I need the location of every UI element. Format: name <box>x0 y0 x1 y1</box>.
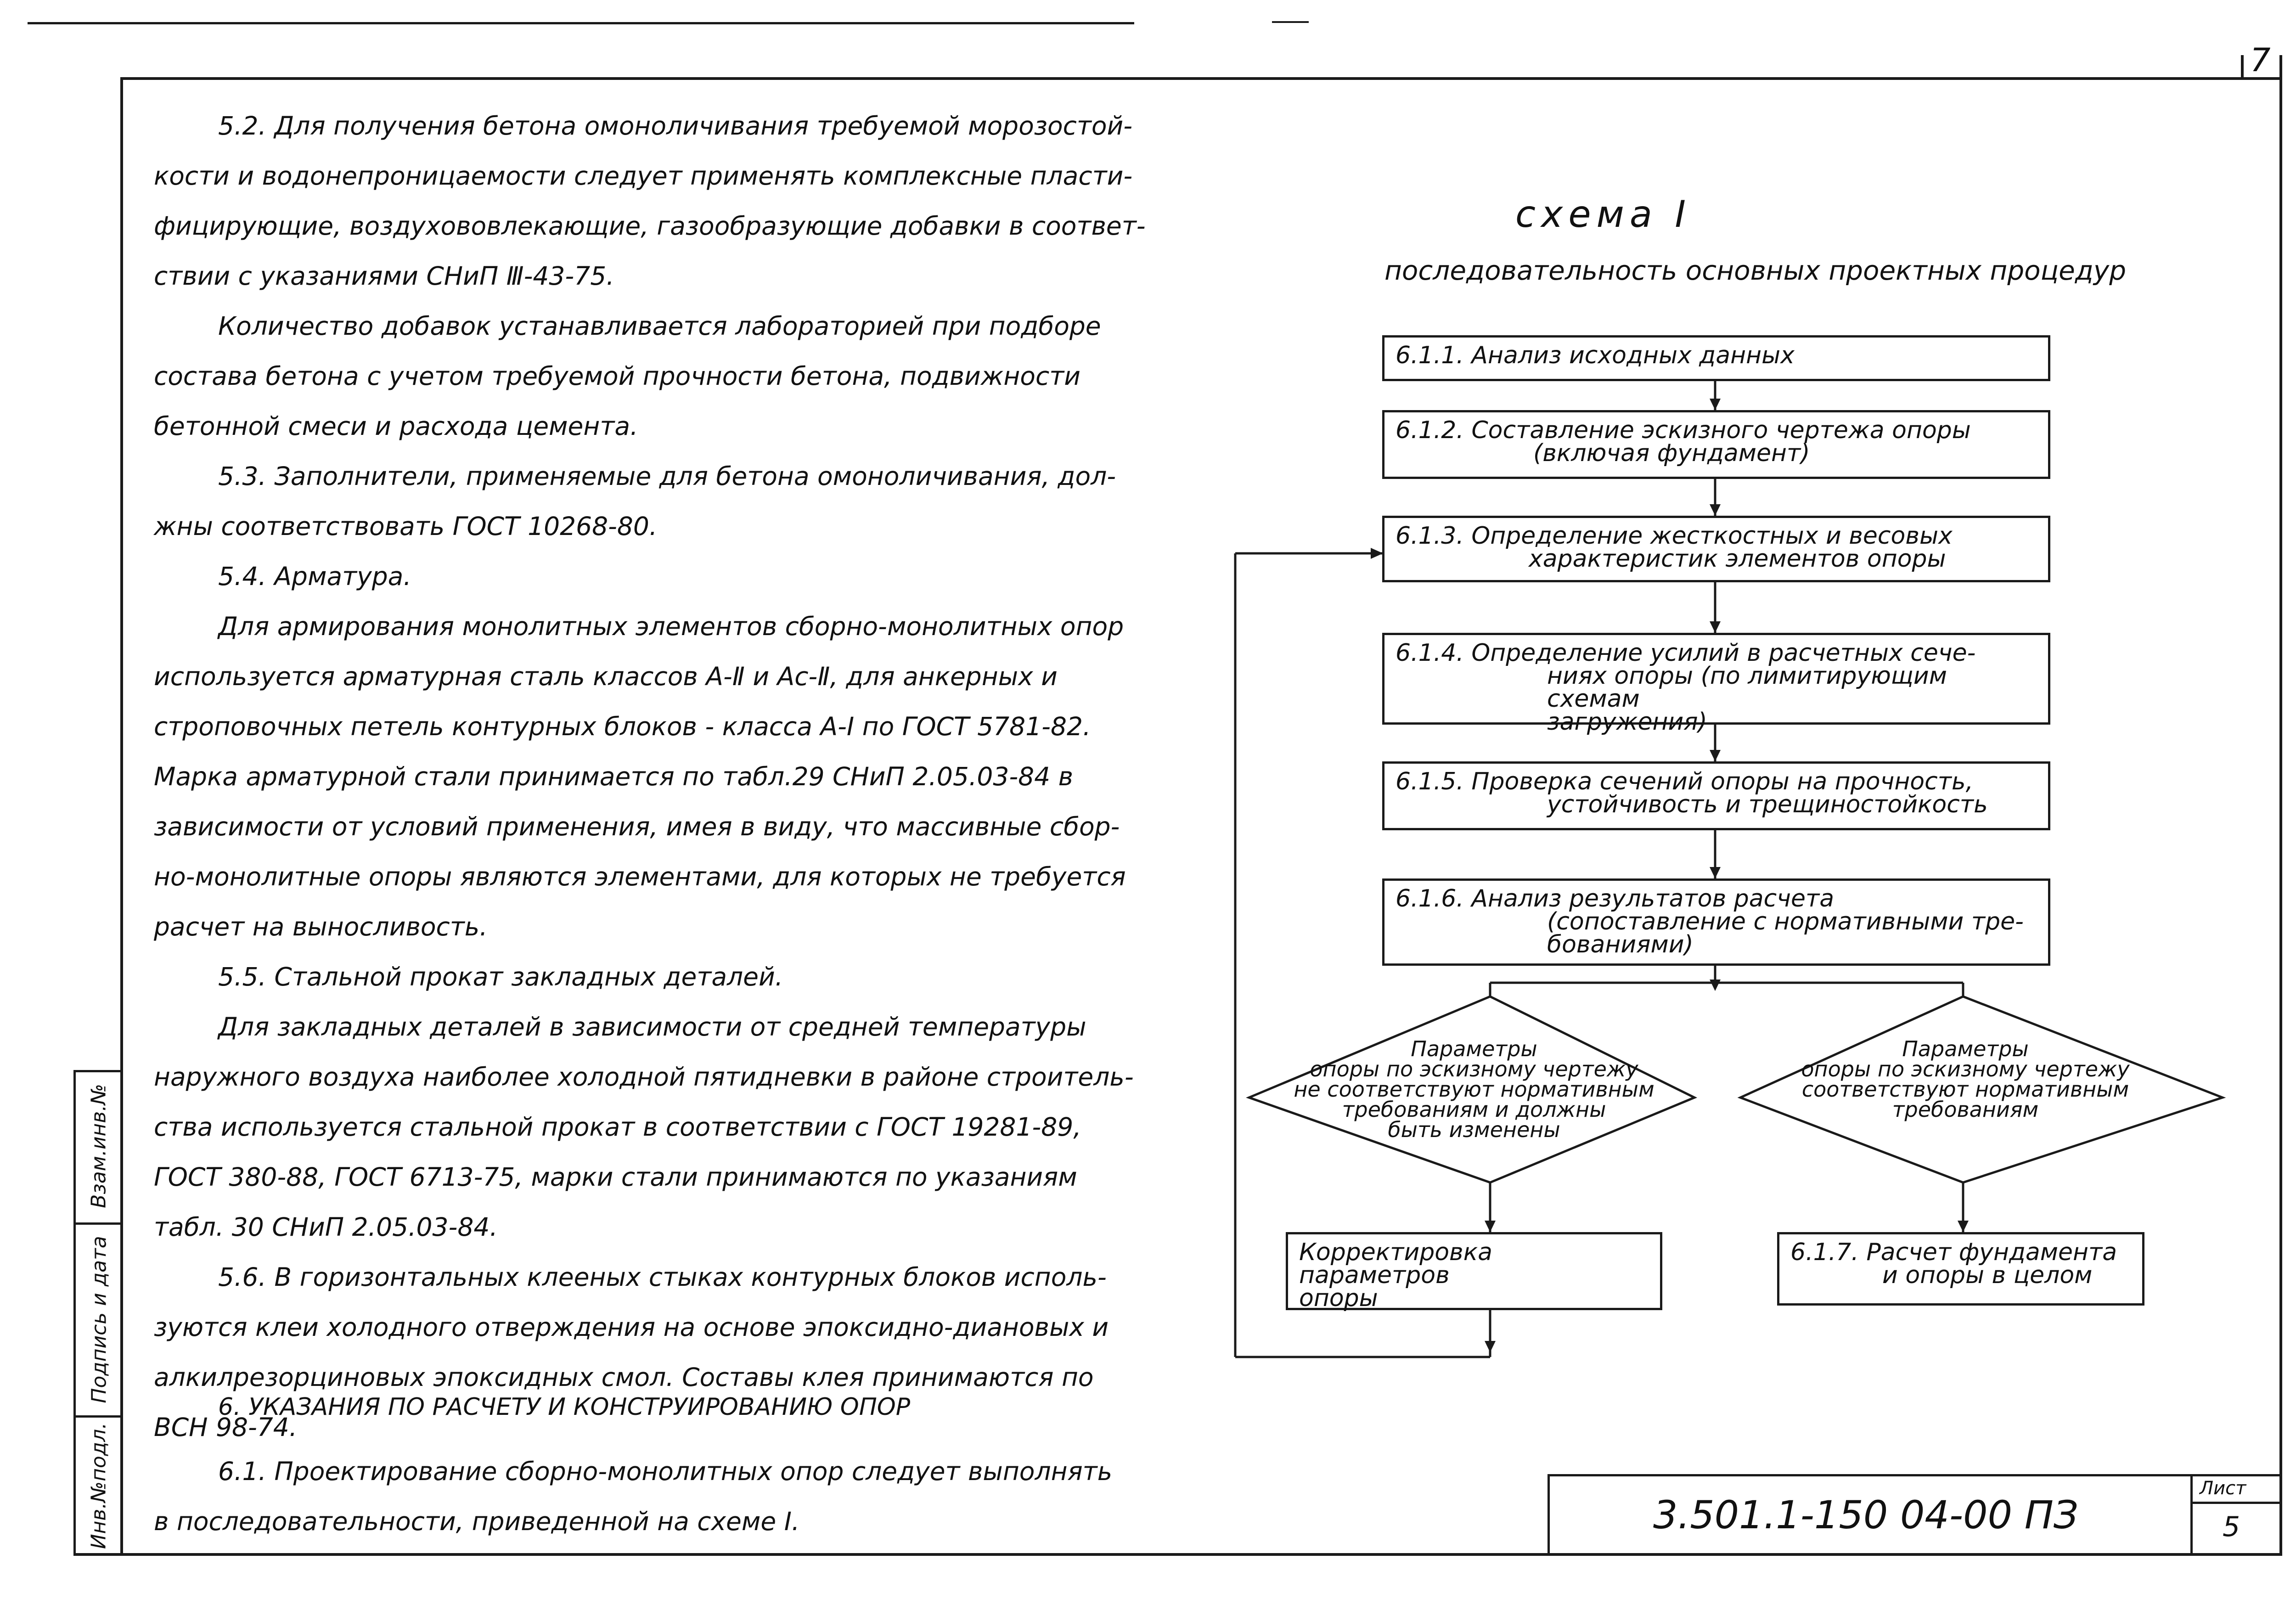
stamp-label-signature: Подпись и дата <box>87 1236 111 1403</box>
stamp-label-inventory: Инв.№подл. <box>87 1422 111 1549</box>
step-6-1-6-text-2: (сопоставление с нормативными тре- <box>1547 908 2024 935</box>
step-6-1-2-text-2: (включая фундамент) <box>1533 439 1810 467</box>
titleblock-top <box>1548 1474 2282 1476</box>
text-line: используется арматурная сталь классов А-Ⅱ и Ас-Ⅱ, для анкерных и <box>154 662 1058 691</box>
text-line: алкилрезорциновых эпоксидных смол. Составы клея принимаются по <box>154 1363 1094 1392</box>
page-marker: 7 <box>2250 41 2271 79</box>
titleblock-left <box>1548 1474 1550 1556</box>
text-line: табл. 30 СНиП 2.05.03-84. <box>154 1212 498 1242</box>
decision-line: требованиям <box>1892 1097 2039 1122</box>
adjust-parameters-text-2: опоры <box>1299 1284 1378 1312</box>
decision-line: Параметры <box>1902 1036 2029 1061</box>
text-line: зависимости от условий применения, имея в виду, что массивные сбор- <box>154 812 1120 841</box>
adjust-parameters-text: Корректировка параметров <box>1299 1239 1492 1289</box>
titleblock-sheet-div <box>2190 1502 2282 1504</box>
sheet-number: 5 <box>2223 1511 2240 1543</box>
decision-line: требованиям и должны <box>1342 1097 1606 1122</box>
text-line: Для закладных деталей в зависимости от средней температуры <box>218 1012 1086 1042</box>
document-code: 3.501.1-150 04-00 ПЗ <box>1653 1492 2078 1537</box>
decision-line: не соответствуют нормативным <box>1294 1077 1654 1102</box>
step-6-1-4-text: 6.1.4. Определение усилий в расчетных сече- <box>1396 639 1976 667</box>
step-6-1-6-box <box>1382 878 2050 966</box>
text-line: ства используется стальной прокат в соответствии с ГОСТ 19281-89, <box>154 1112 1081 1142</box>
text-line: строповочных петель контурных блоков - класса А-I по ГОСТ 5781-82. <box>154 712 1091 741</box>
section-6-heading-text: 6. УКАЗАНИЯ ПО РАСЧЕТУ И КОНСТРУИРОВАНИЮ ОПОР <box>218 1393 911 1421</box>
text-line: Количество добавок устанавливается лабораторией при подборе <box>218 311 1101 341</box>
text-line: ГОСТ 380-88, ГОСТ 6713-75, марки стали принимаются по указаниям <box>154 1162 1077 1192</box>
text-line: в последовательности, приведенной на схеме Ⅰ. <box>154 1507 800 1536</box>
text-line: 5.3. Заполнители, применяемые для бетона омоноличивания, дол- <box>218 462 1116 491</box>
adjust-parameters-box <box>1286 1232 1662 1310</box>
stamp-label-replacement: Взам.инв.№ <box>87 1084 111 1208</box>
step-6-1-4-text-2: ниях опоры (по лимитирующим схемам <box>1547 662 1947 713</box>
step-6-1-4-box <box>1382 633 2050 736</box>
step-6-1-5-box <box>1382 761 2050 830</box>
text-line: бетонной смеси и расхода цемента. <box>154 411 638 441</box>
step-6-1-6-text-3: бованиями) <box>1547 931 1694 958</box>
step-6-1-2-text: 6.1.2. Составление эскизного чертежа опоры <box>1396 417 1971 444</box>
decision-line: быть изменены <box>1388 1117 1560 1142</box>
step-6-1-7-text: 6.1.7. Расчет фундамента <box>1790 1239 2117 1266</box>
step-6-1-3-box <box>1382 516 2050 582</box>
text-line: 5.2. Для получения бетона омоноличивания требуемой морозостой- <box>218 111 1133 141</box>
section-5-4-heading: 5.4. Арматура. <box>218 562 411 591</box>
decision-line: опоры по эскизному чертежу <box>1310 1057 1638 1081</box>
decision-not-compliant-text <box>1267 1036 1681 1142</box>
text-line: жны соответствовать ГОСТ 10268-80. <box>154 512 658 541</box>
scheme-title: схема Ⅰ <box>1515 193 1691 236</box>
step-6-1-1-text: 6.1.1. Анализ исходных данных <box>1396 342 1795 369</box>
text-line: ВСН 98-74. <box>154 1413 298 1442</box>
decision-line: опоры по эскизному чертежу <box>1801 1057 2130 1081</box>
step-6-1-7-box <box>1777 1232 2144 1306</box>
titleblock-sheet-left <box>2190 1474 2193 1556</box>
text-line: ствии с указаниями СНиП Ⅲ-43-75. <box>154 261 614 291</box>
text-line: 6.1. Проектирование сборно-монолитных опор следует выполнять <box>218 1457 1113 1486</box>
text-line: Марка арматурной стали принимается по табл.29 СНиП 2.05.03-84 в <box>154 762 1074 791</box>
sheet-label: Лист <box>2200 1478 2246 1499</box>
step-6-1-4-text-3: загружения) <box>1547 708 1707 736</box>
scheme-subtitle: последовательность основных проектных процедур <box>1384 255 2127 286</box>
text-line: наружного воздуха наиболее холодной пятидневки в районе строитель- <box>154 1062 1134 1092</box>
text-line: Для армирования монолитных элементов сборно-монолитных опор <box>218 612 1124 641</box>
text-line: 5.6. В горизонтальных клееных стыках контурных блоков исполь- <box>218 1262 1107 1292</box>
step-6-1-3-text: 6.1.3. Определение жесткостных и весовых <box>1396 522 1953 550</box>
step-6-1-7-text-2: и опоры в целом <box>1882 1261 2093 1289</box>
text-line: состава бетона с учетом требуемой прочности бетона, подвижности <box>154 361 1080 391</box>
decision-line: соответствуют нормативным <box>1801 1077 2129 1102</box>
text-line: зуются клеи холодного отверждения на основе эпоксидно-диановых и <box>154 1312 1109 1342</box>
step-6-1-5-text-2: устойчивость и трещиностойкость <box>1547 791 1988 818</box>
text-line: фицирующие, воздухововлекающие, газообразующие добавки в соответ- <box>154 211 1146 241</box>
text-line: расчет на выносливость. <box>154 912 488 941</box>
text-line: кости и водонепроницаемости следует применять комплексные пласти- <box>154 161 1133 191</box>
step-6-1-5-text: 6.1.5. Проверка сечений опоры на прочность, <box>1396 768 1974 795</box>
text-line: но-монолитные опоры являются элементами, для которых не требуется <box>154 862 1126 891</box>
decision-compliant-text <box>1759 1036 2172 1122</box>
decision-line: Параметры <box>1411 1036 1537 1061</box>
step-6-1-1-box <box>1382 335 2050 381</box>
step-6-1-2-box <box>1382 410 2050 479</box>
step-6-1-3-text-2: характеристик элементов опоры <box>1529 545 1946 573</box>
section-5-5-heading: 5.5. Стальной прокат закладных деталей. <box>218 962 783 991</box>
step-6-1-6-text: 6.1.6. Анализ результатов расчета <box>1396 885 1835 912</box>
